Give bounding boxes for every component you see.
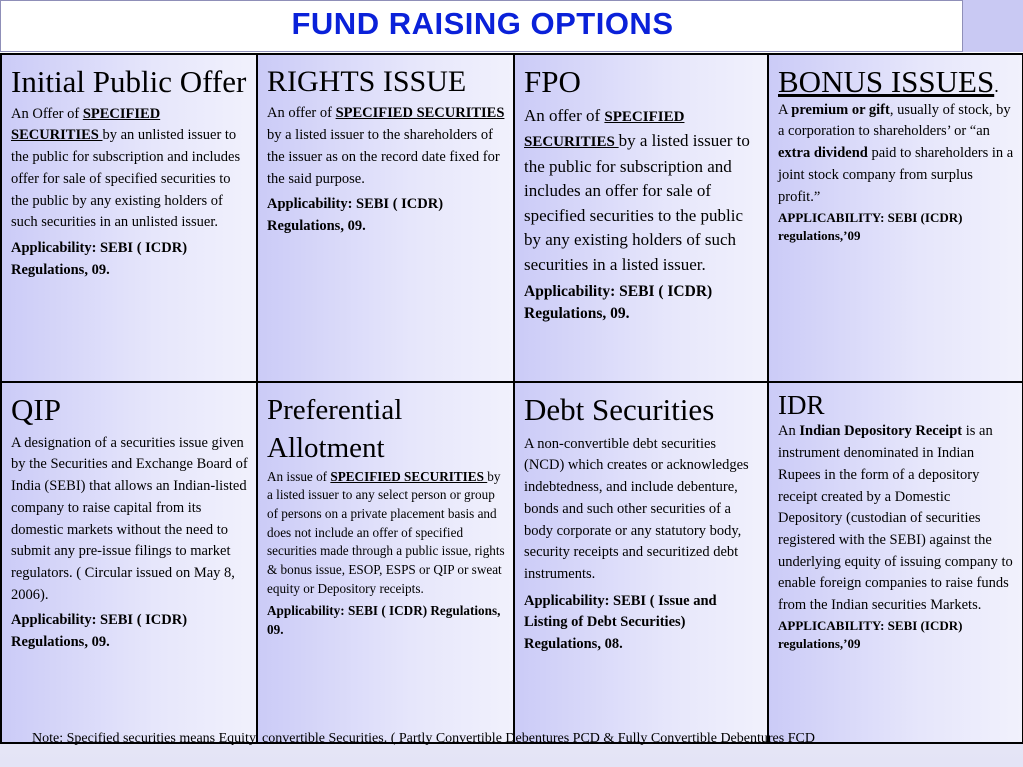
applicability-text: Applicability: SEBI ( ICDR) Regulations, 09. bbox=[11, 612, 188, 651]
body-text: paid to shareholders in a joint stock company from surplus profit.” bbox=[778, 145, 1014, 205]
cell-body bbox=[267, 468, 505, 599]
body-text: An Offer of bbox=[11, 105, 83, 122]
cell-fpo bbox=[514, 54, 768, 382]
cell-debt-securities bbox=[514, 382, 768, 743]
body-text: An bbox=[778, 423, 800, 440]
body-text: A bbox=[778, 101, 792, 118]
cell-body bbox=[267, 103, 505, 190]
specified-securities-term: SPECIFIED SECURITIES bbox=[330, 468, 488, 484]
applicability-text: APPLICABILITY: SEBI (ICDR) regulations,’09 bbox=[778, 617, 963, 651]
fund-options-table bbox=[0, 53, 1023, 744]
specified-securities-term: SPECIFIED SECURITIES bbox=[335, 105, 505, 122]
table-row bbox=[1, 382, 1023, 743]
cell-heading: FPO bbox=[524, 64, 581, 99]
title-side-panel bbox=[963, 0, 1023, 52]
cell-rights-issue bbox=[257, 54, 514, 382]
body-text: by a listed issuer to the shareholders of the issuer as on the record date fixed for the said purpose. bbox=[267, 127, 500, 187]
cell-body bbox=[778, 100, 1014, 209]
body-text: by an unlisted issuer to the public for subscription and includes offer for sale of specified securities to the public by any existing holders of such securities in an unlisted issuer. bbox=[11, 127, 241, 231]
cell-heading: Initial Public Offer bbox=[11, 64, 247, 99]
body-text: An offer of bbox=[267, 105, 336, 122]
cell-qip bbox=[1, 382, 257, 743]
cell-heading: IDR bbox=[778, 390, 825, 420]
applicability-text: APPLICABILITY: SEBI (ICDR) regulations,’09 bbox=[778, 210, 963, 244]
cell-body bbox=[11, 104, 248, 234]
applicability-text: Applicability: SEBI ( Issue and Listing of Debt Securities) Regulations, 08. bbox=[524, 592, 717, 653]
heading-suffix: . bbox=[994, 76, 999, 96]
cell-body: A non-convertible debt securities (NCD) which creates or acknowledges indebtedness, and include debenture, bonds and such other securities of a body corporate or any statutory body, security receipts and securitized debt instruments. bbox=[524, 435, 749, 582]
footnote: Note: Specified securities means Equity, convertible Securities. ( Partly Convertible Debentures PCD & Fully Convertible Debentures FCD bbox=[32, 731, 815, 746]
emphasis-text: Indian Depository Receipt bbox=[799, 423, 963, 440]
cell-bonus-issues bbox=[768, 54, 1023, 382]
cell-idr bbox=[768, 382, 1023, 743]
cell-heading: QIP bbox=[11, 392, 61, 427]
table-row bbox=[1, 54, 1023, 382]
heading-link-text: BONUS ISSUES bbox=[778, 64, 995, 99]
applicability-text: Applicability: SEBI ( ICDR) Regulations, 09. bbox=[267, 603, 501, 638]
specified-securities-term: SPECIFIED SECURITIES bbox=[524, 108, 685, 151]
specified-securities-term: SPECIFIED SECURITIES bbox=[11, 105, 161, 144]
page-title: FUND RAISING OPTIONS bbox=[291, 6, 674, 41]
applicability-text: Applicability: SEBI ( ICDR) Regulations, 09. bbox=[11, 239, 188, 278]
body-text: by a listed issuer to any select person or group of persons on a private placement basis and does not include an offer of specified securities made through a public issue, rights & bonus issue, ESOP, ESPS or QIP or sweat equity or Depository receipts. bbox=[267, 468, 505, 596]
body-text: is an instrument denominated in Indian Rupees in the form of a depository receipt created by a Domestic Depository (custodian of securities registered with the SEBI) against the underlying equity of issuing company to enable foreign companies to raise funds from the Indian securities Markets. bbox=[778, 423, 1013, 614]
body-text: An offer of bbox=[524, 105, 605, 125]
cell-ipo bbox=[1, 54, 257, 382]
cell-body bbox=[524, 104, 759, 278]
cell-heading: Preferential Allotment bbox=[267, 394, 403, 465]
applicability-text: Applicability: SEBI ( ICDR) Regulations, 09. bbox=[267, 196, 444, 234]
emphasis-text: premium or gift bbox=[791, 101, 890, 118]
body-text: , usually of stock, by a corporation to shareholders’ or “an bbox=[778, 101, 1011, 140]
body-text: An issue of bbox=[267, 468, 331, 484]
applicability-text: Applicability: SEBI ( ICDR) Regulations, 09. bbox=[524, 283, 713, 322]
title-bar bbox=[0, 0, 963, 52]
body-text: by a listed issuer to the public for subscription and includes an offer for sale of specified securities to the public by any existing holders of such securities in a listed issuer. bbox=[524, 131, 750, 274]
cell-body: A designation of a securities issue given by the Securities and Exchange Board of India (SEBI) that allows an Indian-listed company to raise capital from its domestic markets without the need to submit any pre-issue filings to market regulators. ( Circular issued on May 8, 2006). bbox=[11, 434, 248, 603]
cell-heading bbox=[778, 61, 1014, 104]
cell-preferential-allotment bbox=[257, 382, 514, 743]
emphasis-text: extra dividend bbox=[778, 145, 868, 162]
cell-body bbox=[778, 421, 1014, 616]
cell-heading: RIGHTS ISSUE bbox=[267, 65, 467, 98]
cell-heading: Debt Securities bbox=[524, 392, 715, 427]
